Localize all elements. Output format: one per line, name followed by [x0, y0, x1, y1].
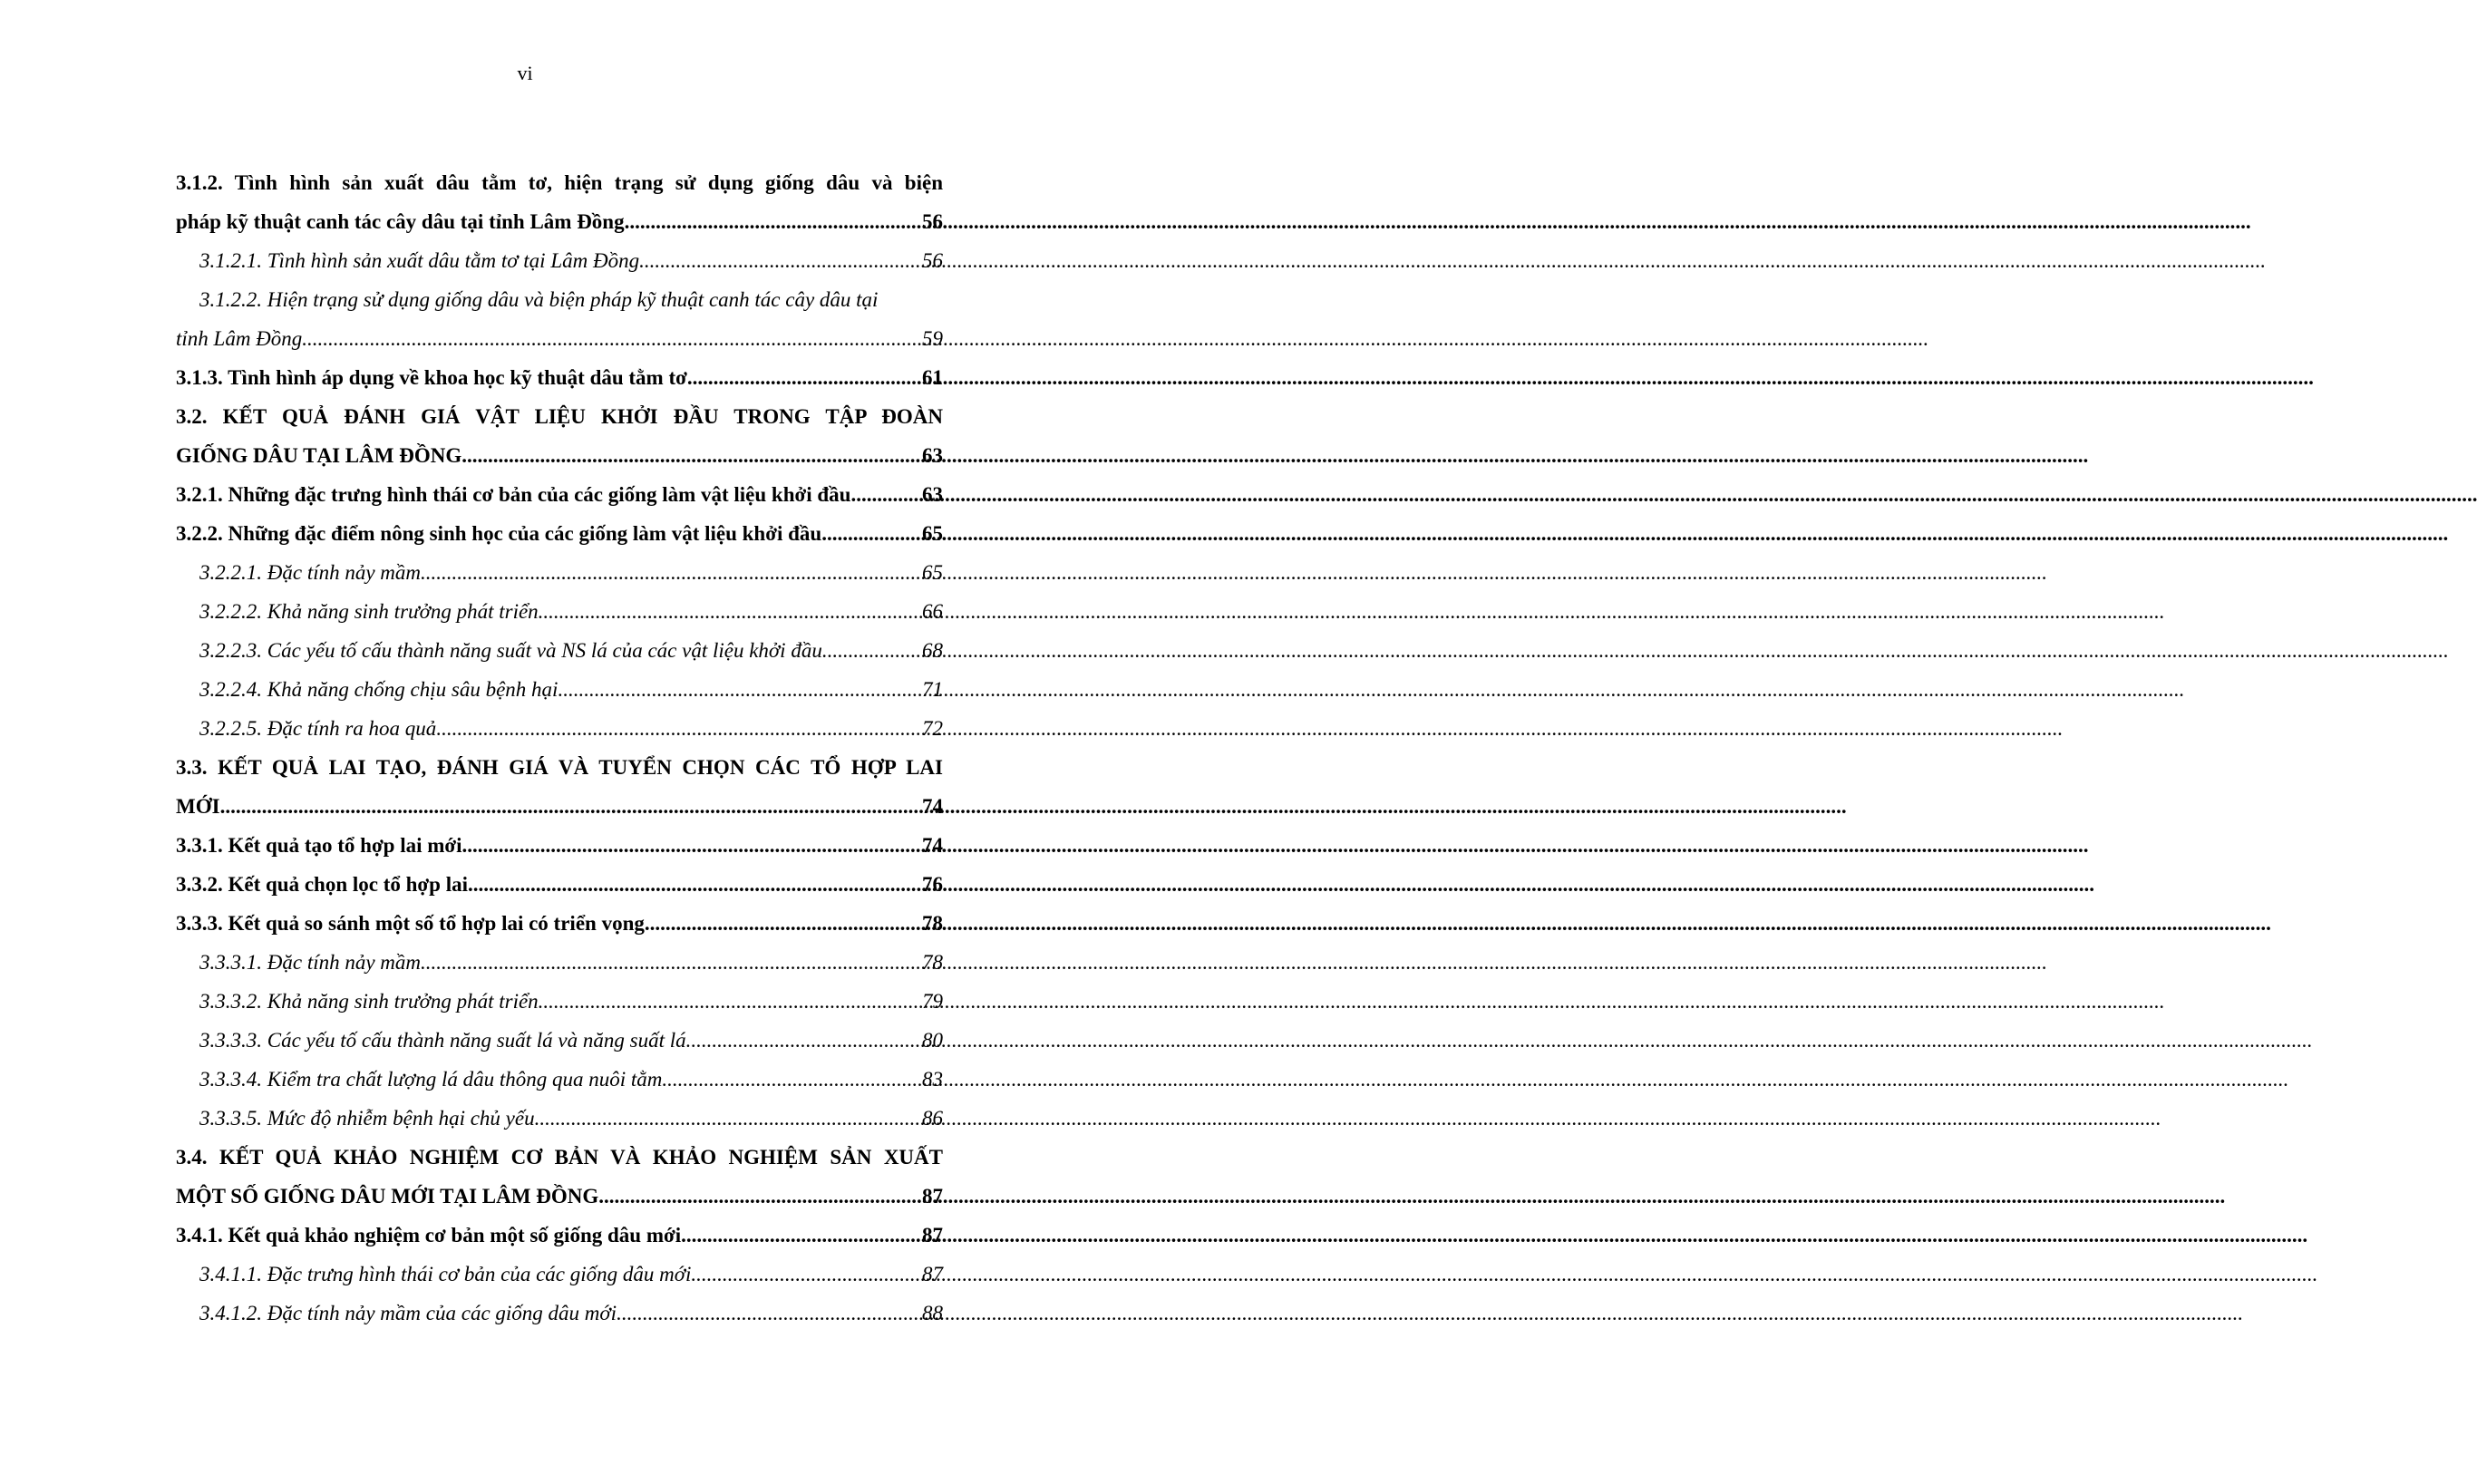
- toc-page-number: 83: [922, 1068, 943, 1091]
- toc-entry[interactable]: [176, 1177, 943, 1216]
- toc-page-number: 72: [922, 717, 943, 740]
- toc-entry-title: 3.1.3. Tình hình áp dụng về khoa học kỹ thuật dâu tằm tơ: [176, 366, 687, 389]
- toc-leader-dots: [822, 631, 922, 670]
- toc-entry-lead: 3.1.2. Tình hình sản xuất dâu tằm tơ, hiện trạng sử dụng giống dâu và biện: [176, 171, 943, 194]
- toc-entry[interactable]: [176, 631, 943, 670]
- toc-page-number: 59: [922, 327, 943, 350]
- toc-entry[interactable]: [176, 670, 943, 709]
- toc-leader-dots: [461, 436, 922, 475]
- toc-page-number: 74: [922, 795, 943, 818]
- toc-page-number: 79: [922, 990, 943, 1013]
- toc-entry-title: 3.3.3.1. Đặc tính nảy mầm: [199, 951, 422, 974]
- toc-entry-title: 3.4.1.1. Đặc trưng hình thái cơ bản của các giống dâu mới: [199, 1263, 692, 1285]
- toc-leader-dots: [617, 1294, 922, 1333]
- toc-entry[interactable]: [176, 202, 943, 241]
- toc-page-number: 78: [922, 912, 943, 935]
- toc-entry[interactable]: [176, 1294, 943, 1333]
- toc-leader-dots: [681, 1216, 922, 1255]
- toc-page-number: 87: [922, 1263, 943, 1285]
- toc-entry[interactable]: [176, 592, 943, 631]
- toc-leader-dots: [436, 709, 922, 748]
- toc-entry-title: 3.3.1. Kết quả tạo tổ hợp lai mới: [176, 834, 462, 857]
- toc-entry[interactable]: [176, 475, 943, 514]
- toc-entry[interactable]: [176, 241, 943, 280]
- toc-entry[interactable]: [176, 1060, 943, 1099]
- toc-leader-dots: [691, 1255, 922, 1294]
- toc-page-number: 87: [922, 1185, 943, 1208]
- toc-entry-lead: 3.4. KẾT QUẢ KHẢO NGHIỆM CƠ BẢN VÀ KHẢO NGHIỆM SẢN XUẤT: [176, 1146, 943, 1169]
- toc-page-number: 88: [922, 1302, 943, 1324]
- toc-entry[interactable]: [176, 436, 943, 475]
- toc-page-number: 76: [922, 873, 943, 896]
- table-of-contents: [176, 163, 943, 1333]
- toc-page-number: 68: [922, 639, 943, 662]
- toc-entry-title: 3.2.1. Những đặc trưng hình thái cơ bản của các giống làm vật liệu khởi đầu: [176, 483, 851, 506]
- toc-entry-title: 3.3.3.3. Các yếu tố cấu thành năng suất lá và năng suất lá: [199, 1029, 686, 1052]
- toc-page-number: 65: [922, 561, 943, 584]
- toc-leader-dots: [687, 358, 922, 397]
- toc-leader-dots: [558, 670, 922, 709]
- toc-entry-title: pháp kỹ thuật canh tác cây dâu tại tỉnh Lâm Đồng: [176, 210, 625, 233]
- toc-entry[interactable]: [176, 358, 943, 397]
- toc-leader-dots: [539, 592, 922, 631]
- toc-leader-dots: [421, 943, 922, 982]
- toc-entry-lead: 3.1.2.2. Hiện trạng sử dụng giống dâu và biện pháp kỹ thuật canh tác cây dâu tại: [199, 288, 879, 311]
- toc-entry-title: 3.2.2.5. Đặc tính ra hoa quả: [199, 717, 437, 740]
- toc-entry-title: GIỐNG DÂU TẠI LÂM ĐỒNG: [176, 444, 462, 467]
- toc-entry[interactable]: [176, 553, 943, 592]
- toc-entry[interactable]: [176, 982, 943, 1021]
- toc-entry-title: 3.2.2. Những đặc điểm nông sinh học của các giống làm vật liệu khởi đầu: [176, 522, 822, 545]
- toc-entry[interactable]: [176, 1216, 943, 1255]
- toc-entry[interactable]: [176, 1255, 943, 1294]
- toc-entry[interactable]: [176, 943, 943, 982]
- toc-entry-title: 3.2.2.1. Đặc tính nảy mầm: [199, 561, 422, 584]
- toc-entry-title: 3.4.1.2. Đặc tính nảy mầm của các giống dâu mới: [199, 1302, 617, 1324]
- toc-page-number: 78: [922, 951, 943, 974]
- toc-entry[interactable]: [176, 319, 943, 358]
- toc-page-number: 86: [922, 1107, 943, 1130]
- toc-entry-title: 3.3.3.2. Khả năng sinh trưởng phát triển: [199, 990, 539, 1013]
- toc-page-number: 63: [922, 483, 943, 506]
- toc-entry[interactable]: [176, 1021, 943, 1060]
- toc-entry-title: 3.3.2. Kết quả chọn lọc tổ hợp lai: [176, 873, 468, 896]
- toc-page-number: 80: [922, 1029, 943, 1052]
- toc-page-number: 71: [922, 678, 943, 701]
- toc-leader-dots: [539, 982, 922, 1021]
- toc-entry[interactable]: [176, 709, 943, 748]
- toc-page-number: 61: [922, 366, 943, 389]
- page-number: vi: [517, 62, 533, 84]
- toc-leader-dots: [598, 1177, 922, 1216]
- toc-entry-title: MỘT SỐ GIỐNG DÂU MỚI TẠI LÂM ĐỒNG: [176, 1185, 599, 1208]
- toc-page-number: 56: [922, 249, 943, 272]
- toc-leader-dots: [686, 1021, 922, 1060]
- toc-entry-title: 3.1.2.1. Tình hình sản xuất dâu tằm tơ tại Lâm Đồng: [199, 249, 640, 272]
- toc-entry-lead: 3.3. KẾT QUẢ LAI TẠO, ĐÁNH GIÁ VÀ TUYỂN CHỌN CÁC TỔ HỢP LAI: [176, 756, 943, 779]
- toc-entry[interactable]: [176, 865, 943, 904]
- toc-entry-title: 3.2.2.3. Các yếu tố cấu thành năng suất và NS lá của các vật liệu khởi đầu: [199, 639, 822, 662]
- toc-page-number: 87: [922, 1224, 943, 1246]
- toc-leader-dots: [662, 1060, 922, 1099]
- toc-entry-title: 3.2.2.4. Khả năng chống chịu sâu bệnh hại: [199, 678, 559, 701]
- toc-leader-dots: [220, 787, 922, 826]
- toc-entry[interactable]: [176, 514, 943, 553]
- toc-page-number: 63: [922, 444, 943, 467]
- toc-leader-dots: [468, 865, 922, 904]
- toc-entry-title: 3.3.3. Kết quả so sánh một số tổ hợp lai có triển vọng: [176, 912, 645, 935]
- toc-leader-dots: [625, 202, 922, 241]
- toc-entry-lead: 3.2. KẾT QUẢ ĐÁNH GIÁ VẬT LIỆU KHỞI ĐẦU TRONG TẬP ĐOÀN: [176, 405, 943, 428]
- toc-entry[interactable]: [176, 904, 943, 943]
- toc-leader-dots: [850, 475, 922, 514]
- toc-leader-dots: [462, 826, 922, 865]
- toc-leader-dots: [639, 241, 922, 280]
- toc-page-number: 65: [922, 522, 943, 545]
- toc-leader-dots: [645, 904, 922, 943]
- toc-entry-title: 3.2.2.2. Khả năng sinh trưởng phát triển: [199, 600, 539, 623]
- toc-leader-dots: [421, 553, 922, 592]
- toc-entry-title: 3.3.3.4. Kiểm tra chất lượng lá dâu thông qua nuôi tằm: [199, 1068, 663, 1091]
- toc-leader-dots: [821, 514, 922, 553]
- toc-entry[interactable]: [176, 1099, 943, 1138]
- toc-entry-title: 3.4.1. Kết quả khảo nghiệm cơ bản một số giống dâu mới: [176, 1224, 682, 1246]
- toc-page-number: 56: [922, 210, 943, 233]
- toc-page-number: 66: [922, 600, 943, 623]
- toc-leader-dots: [302, 319, 922, 358]
- toc-leader-dots: [535, 1099, 922, 1138]
- toc-entry[interactable]: [176, 826, 943, 865]
- toc-entry-title: 3.3.3.5. Mức độ nhiễm bệnh hại chủ yếu: [199, 1107, 535, 1130]
- toc-entry-title: tỉnh Lâm Đồng: [176, 327, 303, 350]
- toc-entry[interactable]: [176, 787, 943, 826]
- toc-page-number: 74: [922, 834, 943, 857]
- toc-entry-title: MỚI: [176, 795, 220, 818]
